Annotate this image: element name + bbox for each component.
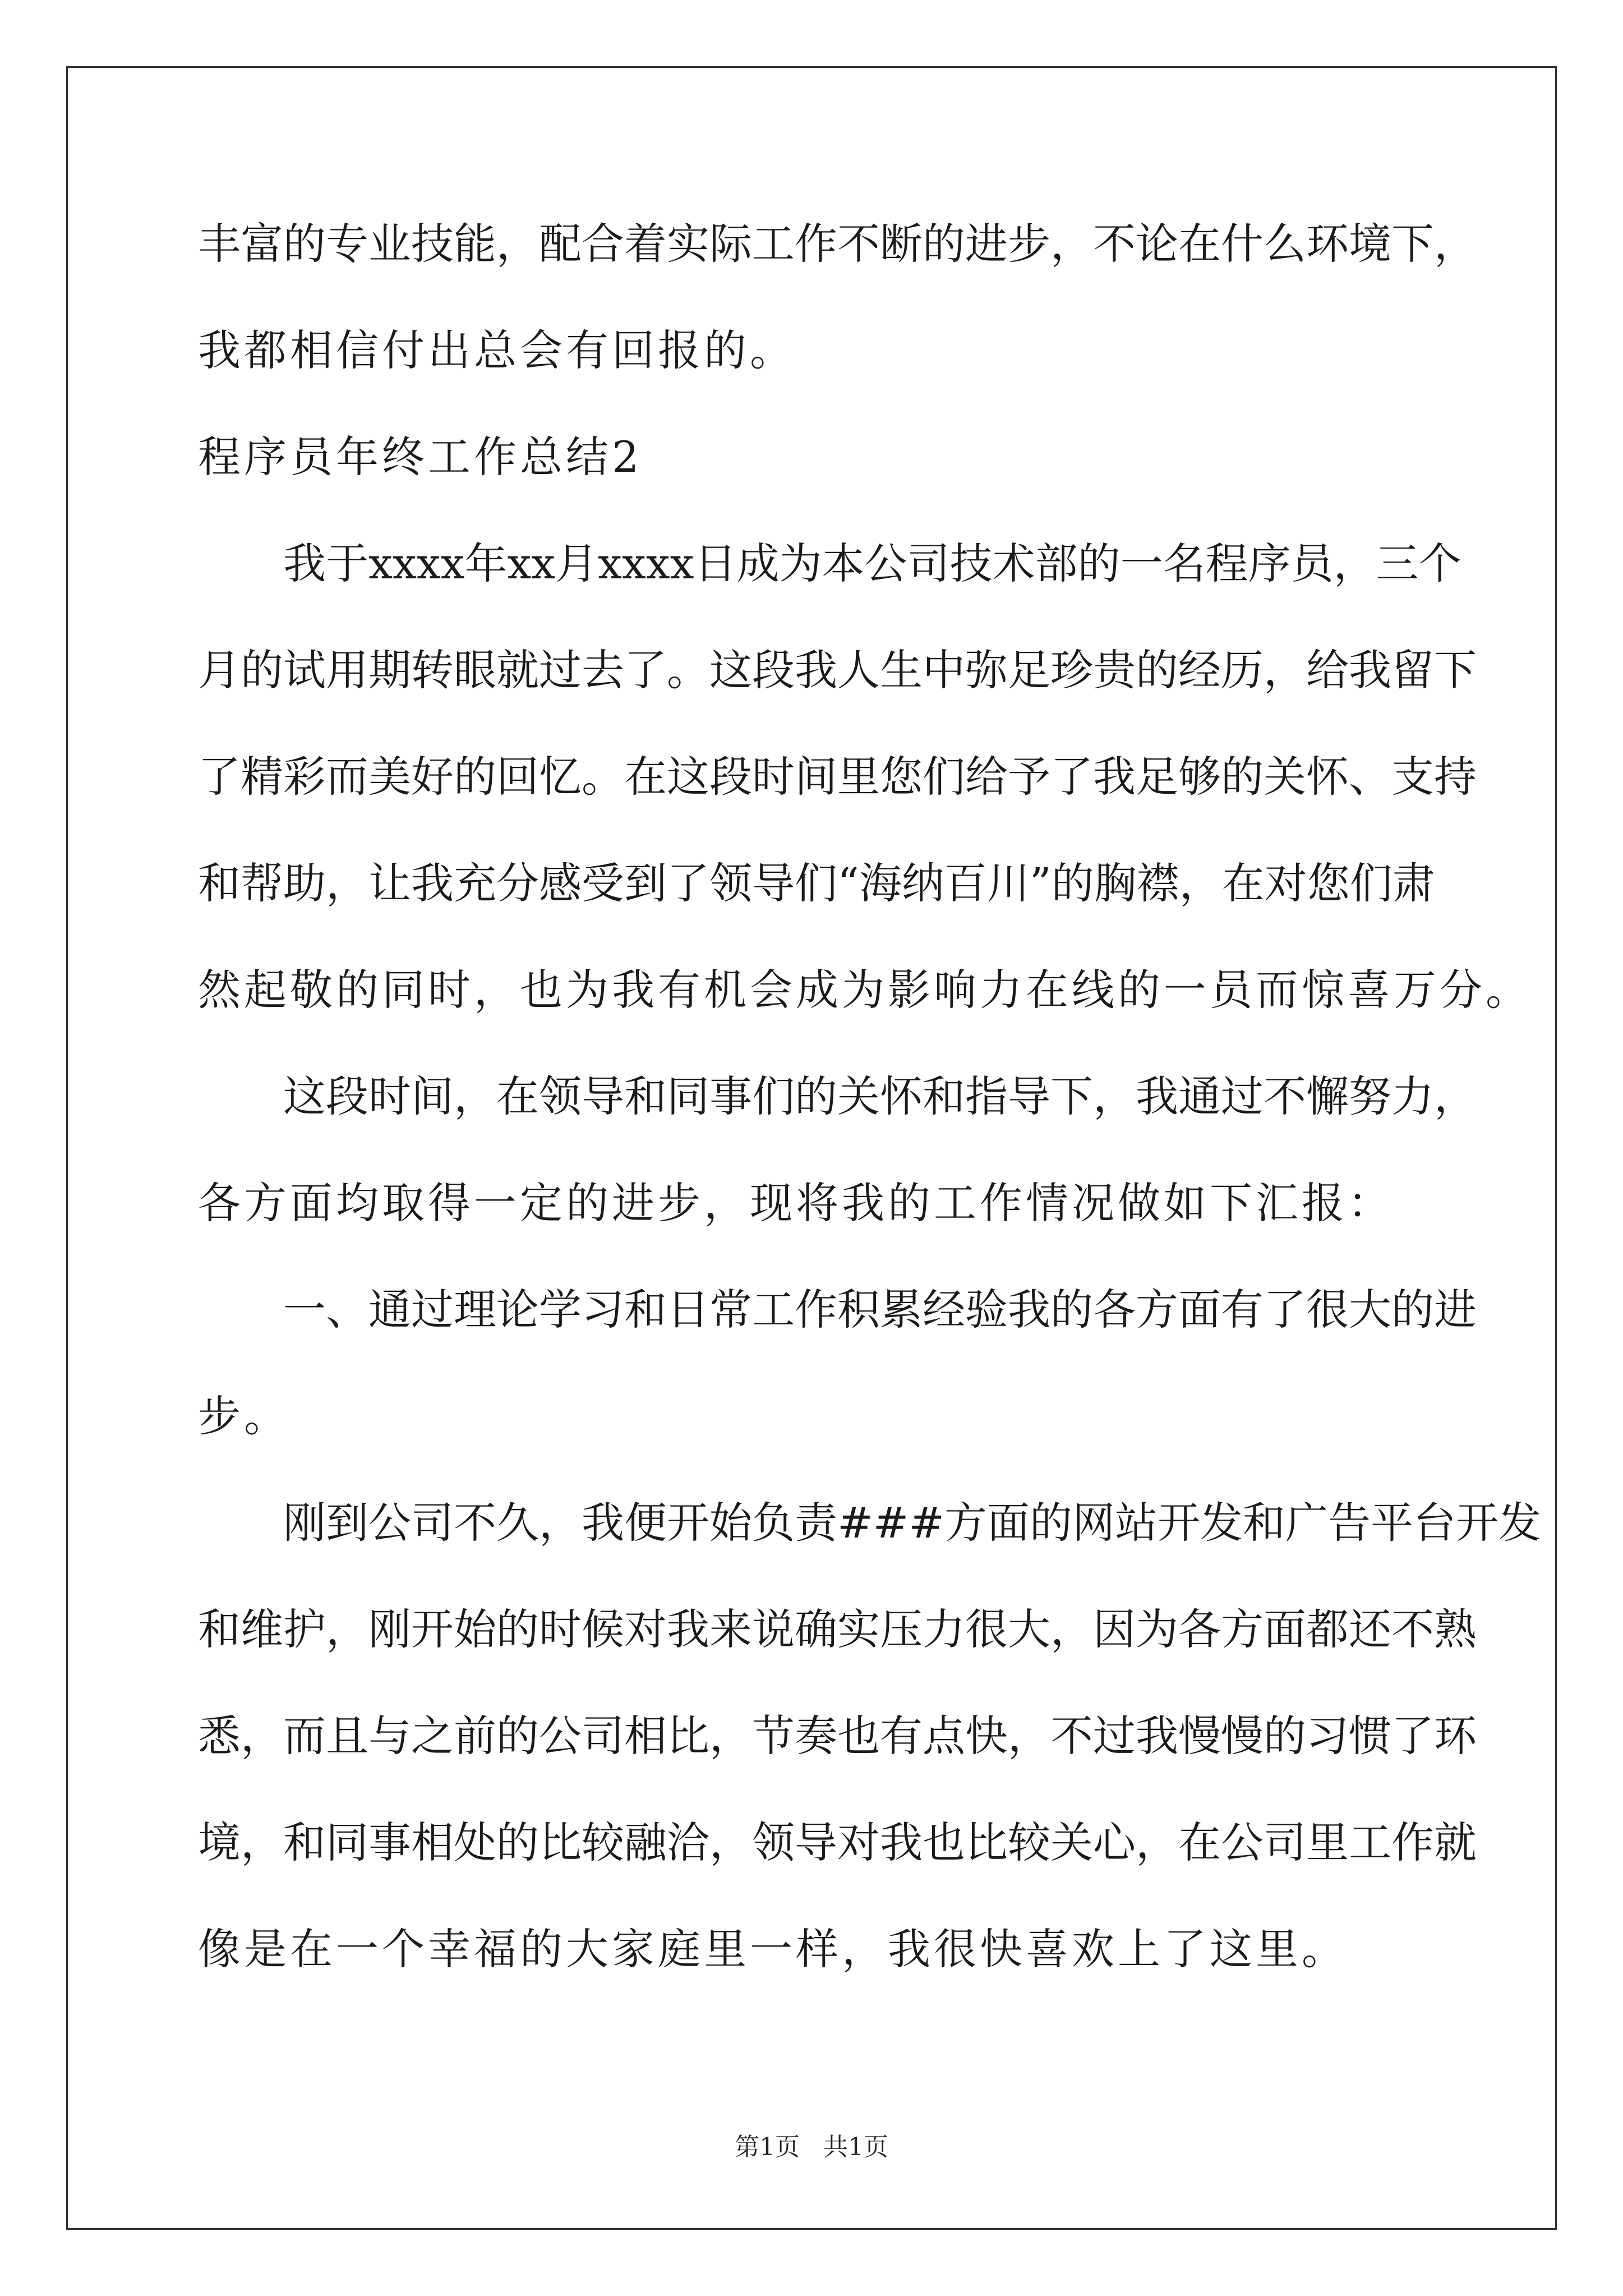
section-heading: 程序员年终工作总结2	[198, 432, 643, 482]
text-line: 我都相信付出总会有回报的。	[198, 325, 796, 375]
text-line: 了精彩而美好的回忆。在这段时间里您们给予了我足够的关怀、支持	[198, 752, 1477, 802]
page-footer	[0, 2132, 1623, 2163]
text-line: 丰富的专业技能，配合着实际工作不断的进步，不论在什么环境下，	[198, 219, 1477, 269]
text-line: 一、通过理论学习和日常工作积累经验我的各方面有了很大的进	[198, 1285, 1477, 1335]
text-line: 然起敬的同时，也为我有机会成为影响力在线的一员而惊喜万分。	[198, 965, 1532, 1015]
text-line: 我于xxxx年xx月xxxx日成为本公司技术部的一名程序员，三个	[198, 539, 1461, 588]
text-line: 这段时间，在领导和同事们的关怀和指导下，我通过不懈努力，	[198, 1071, 1477, 1121]
page-number: 第1页	[735, 2133, 800, 2161]
text-line: 各方面均取得一定的进步，现将我的工作情况做如下汇报：	[198, 1178, 1394, 1228]
text-line: 月的试用期转眼就过去了。这段我人生中弥足珍贵的经历，给我留下	[198, 645, 1477, 695]
text-line: 刚到公司不久，我便开始负责###方面的网站开发和广告平台开发	[198, 1498, 1542, 1548]
text-line: 像是在一个幸福的大家庭里一样，我很快喜欢上了这里。	[198, 1924, 1348, 1974]
page-border	[66, 66, 1557, 2230]
page-total: 共1页	[823, 2133, 888, 2161]
text-line: 和维护，刚开始的时候对我来说确实压力很大，因为各方面都还不熟	[198, 1604, 1477, 1654]
text-line: 步。	[198, 1391, 290, 1441]
text-line: 和帮助，让我充分感受到了领导们“海纳百川”的胸襟，在对您们肃	[198, 858, 1435, 908]
text-line: 悉，而且与之前的公司相比，节奏也有点快，不过我慢慢的习惯了环	[198, 1711, 1477, 1761]
text-line: 境，和同事相处的比较融洽，领导对我也比较关心，在公司里工作就	[198, 1818, 1477, 1867]
